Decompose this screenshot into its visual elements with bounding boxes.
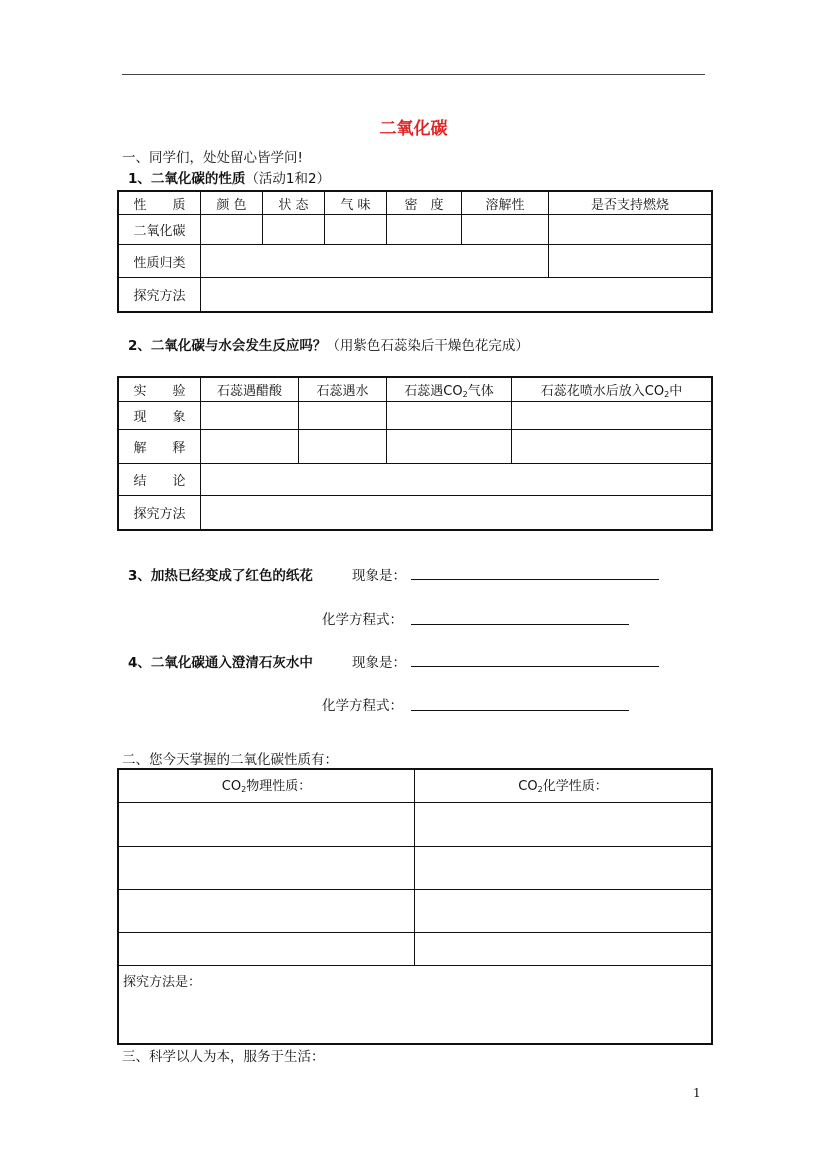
method-label: 探究方法是： xyxy=(123,975,202,990)
co2-text: CO xyxy=(221,779,242,794)
answer-cell[interactable] xyxy=(512,430,712,464)
q1-label-normal: （活动1和2） xyxy=(245,171,331,187)
q2-label xyxy=(128,334,529,354)
q3-equation-blank[interactable] xyxy=(411,624,629,625)
table1-header-odor: 气 味 xyxy=(325,192,387,215)
header-rule xyxy=(122,74,705,75)
answer-cell[interactable] xyxy=(415,847,712,890)
q2-label-bold: 2、二氧化碳与水会发生反应吗？ xyxy=(128,338,327,354)
header-text: 化学性质： xyxy=(542,779,608,794)
answer-cell[interactable] xyxy=(387,430,512,464)
answer-cell[interactable] xyxy=(299,430,387,464)
answer-cell[interactable] xyxy=(119,890,415,933)
q3-phenomenon-blank[interactable] xyxy=(411,579,659,580)
q4-phenomenon-label: 现象是： xyxy=(352,655,406,671)
answer-cell[interactable] xyxy=(201,402,299,430)
co2-text: CO xyxy=(518,779,538,794)
answer-cell[interactable] xyxy=(119,933,415,966)
table2-header-co2-gas xyxy=(387,378,512,402)
header-text: 气体 xyxy=(467,384,494,399)
section3-heading: 三、科学以人为本，服务于生活： xyxy=(122,1049,325,1065)
q1-label xyxy=(128,167,330,187)
answer-cell[interactable] xyxy=(119,803,415,847)
section1-heading: 一、同学们，处处留心皆学问! xyxy=(122,150,303,166)
table2-header-water: 石蕊遇水 xyxy=(299,378,387,402)
table1-row-co2: 二氧化碳 xyxy=(119,215,201,245)
table2-header-experiment: 实 验 xyxy=(119,378,201,402)
q3-phenomenon-label: 现象是： xyxy=(352,568,406,584)
subscript: 2 xyxy=(462,390,468,399)
q2-label-normal: （用紫色石蕊染后干燥色花完成） xyxy=(326,338,529,354)
table1-row-method: 探究方法 xyxy=(119,278,201,312)
section2-heading: 二、您今天掌握的二氧化碳性质有： xyxy=(122,752,338,768)
table2-header-spray-co2 xyxy=(512,378,712,402)
header-text: 石蕊遇CO xyxy=(404,384,463,399)
answer-cell[interactable] xyxy=(325,215,387,245)
table1-header-property: 性 质 xyxy=(119,192,201,215)
answer-cell[interactable] xyxy=(119,847,415,890)
answer-cell[interactable] xyxy=(201,215,263,245)
q3-equation-label: 化学方程式： xyxy=(322,612,403,628)
subscript: 2 xyxy=(241,785,247,794)
table1-header-density: 密 度 xyxy=(387,192,462,215)
table2-row-phenomenon: 现 象 xyxy=(119,402,201,430)
answer-cell[interactable] xyxy=(415,803,712,847)
answer-cell[interactable] xyxy=(549,215,712,245)
q3-label: 3、加热已经变成了红色的纸花 xyxy=(128,568,313,584)
summary-table xyxy=(118,769,712,1044)
reaction-table xyxy=(118,377,712,530)
answer-cell[interactable] xyxy=(387,215,462,245)
answer-cell[interactable] xyxy=(415,890,712,933)
page-number: 1 xyxy=(693,1086,701,1100)
answer-cell[interactable] xyxy=(201,430,299,464)
header-text: 物理性质： xyxy=(246,779,312,794)
answer-cell[interactable] xyxy=(201,464,712,496)
table1-row-classification: 性质归类 xyxy=(119,245,201,278)
page-title: 二氧化碳 xyxy=(379,119,448,139)
answer-cell[interactable] xyxy=(415,933,712,966)
subscript: 2 xyxy=(664,390,670,399)
answer-cell[interactable] xyxy=(263,215,325,245)
chemical-properties-header xyxy=(415,770,712,803)
table2-row-conclusion: 结 论 xyxy=(119,464,201,496)
table2-row-method: 探究方法 xyxy=(119,496,201,530)
answer-cell[interactable] xyxy=(462,215,549,245)
table1-header-color: 颜 色 xyxy=(201,192,263,215)
answer-cell[interactable] xyxy=(549,245,712,278)
table1-header-combustion: 是否支持燃烧 xyxy=(549,192,712,215)
physical-properties-header xyxy=(119,770,415,803)
answer-cell[interactable] xyxy=(201,278,712,312)
q4-equation-label: 化学方程式： xyxy=(322,698,403,714)
q1-label-bold: 1、二氧化碳的性质 xyxy=(128,171,246,187)
table2-header-vinegar: 石蕊遇醋酸 xyxy=(201,378,299,402)
table1-header-solubility: 溶解性 xyxy=(462,192,549,215)
header-text: 石蕊花喷水后放入CO xyxy=(540,384,665,399)
answer-cell[interactable] xyxy=(512,402,712,430)
answer-cell[interactable] xyxy=(299,402,387,430)
q4-phenomenon-blank[interactable] xyxy=(411,666,659,667)
q4-equation-blank[interactable] xyxy=(411,710,629,711)
answer-cell[interactable] xyxy=(201,496,712,530)
q4-label: 4、二氧化碳通入澄清石灰水中 xyxy=(128,655,313,671)
answer-cell[interactable] xyxy=(201,245,549,278)
table1-header-state: 状 态 xyxy=(263,192,325,215)
subscript: 2 xyxy=(537,785,543,794)
answer-cell[interactable] xyxy=(387,402,512,430)
method-cell[interactable] xyxy=(119,966,712,1044)
header-text: 中 xyxy=(669,384,683,399)
table2-row-explanation: 解 释 xyxy=(119,430,201,464)
properties-table xyxy=(118,191,712,312)
